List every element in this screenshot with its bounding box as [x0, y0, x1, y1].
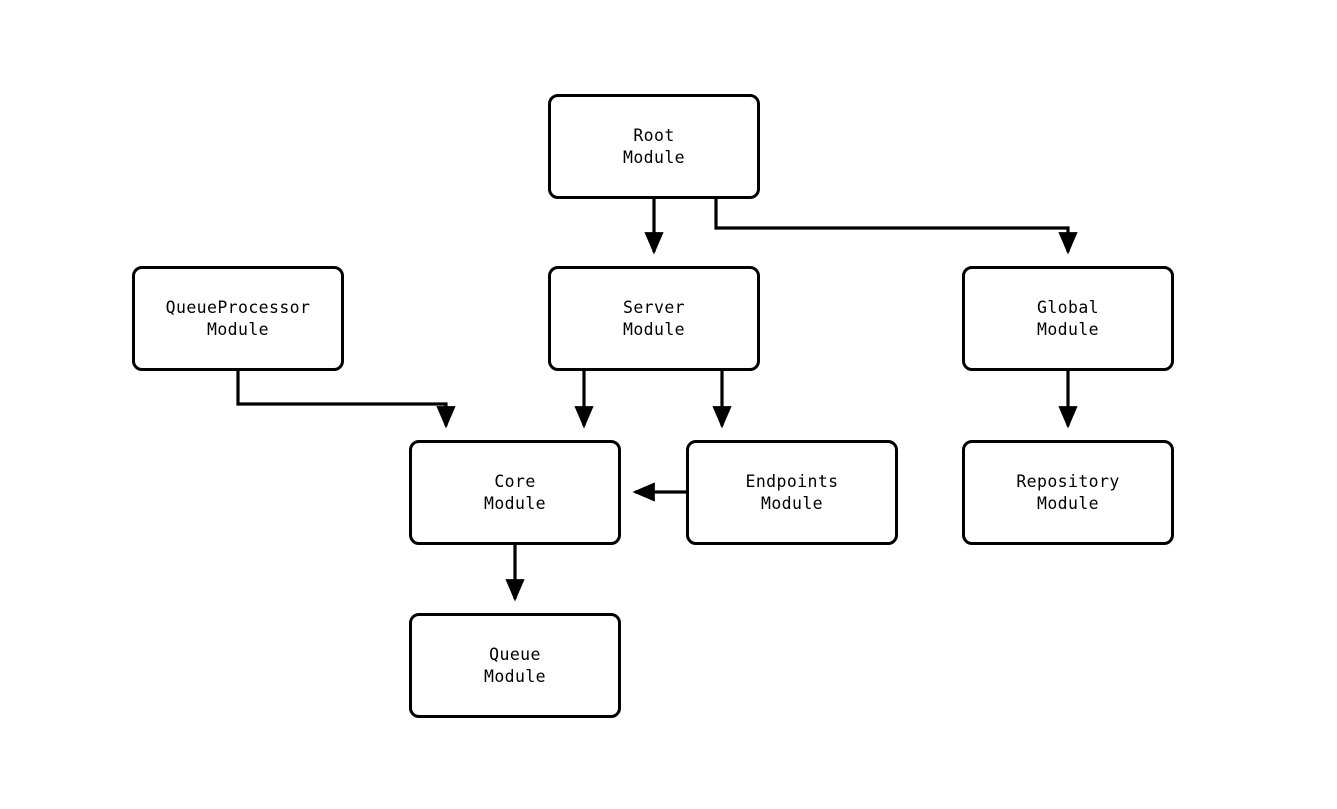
node-label-line1: Endpoints	[745, 471, 839, 491]
node-label-line1: Core	[494, 471, 536, 491]
node-label-line1: Global	[1036, 297, 1099, 317]
node-label-line2: Module	[622, 319, 685, 339]
node-label-line1: Root	[633, 125, 675, 145]
node-repository-module[interactable]	[962, 440, 1174, 545]
node-label-line1: Queue	[489, 644, 541, 664]
node-label-line2: Module	[1036, 319, 1099, 339]
node-label-line2: Module	[206, 319, 269, 339]
node-label-line2: Module	[622, 147, 685, 167]
edge-queueprocessor-to-core	[238, 371, 446, 426]
node-label-line2: Module	[760, 493, 823, 513]
node-global-module[interactable]	[962, 266, 1174, 371]
node-queue-module[interactable]	[409, 613, 621, 718]
node-root-module[interactable]	[548, 94, 760, 199]
node-label-line2: Module	[483, 666, 546, 686]
node-label-line1: QueueProcessor	[165, 297, 311, 317]
node-label-line2: Module	[483, 493, 546, 513]
node-core-module[interactable]	[409, 440, 621, 545]
node-label-line1: Repository	[1016, 471, 1120, 491]
node-label-line1: Server	[622, 297, 685, 317]
node-label-line2: Module	[1036, 493, 1099, 513]
edge-root-to-global	[716, 199, 1068, 252]
node-endpoints-module[interactable]	[686, 440, 898, 545]
node-server-module[interactable]	[548, 266, 760, 371]
node-queueprocessor-module[interactable]	[132, 266, 344, 371]
